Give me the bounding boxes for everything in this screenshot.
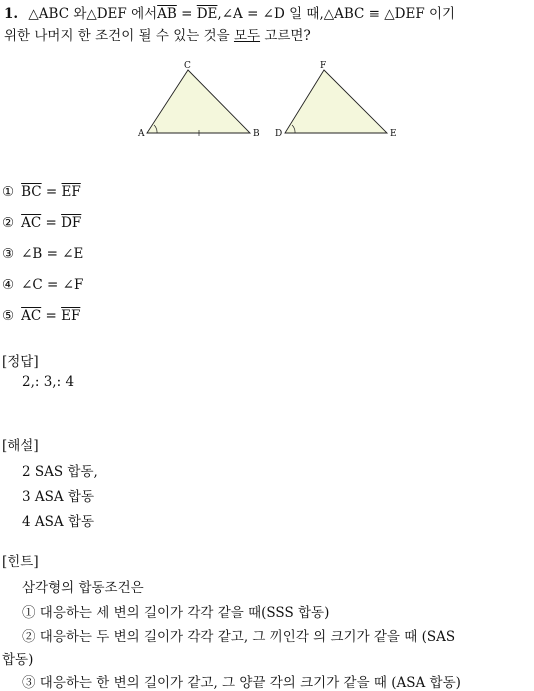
explanation-line: 3 ASA 합동 (22, 489, 95, 505)
choice-number: ② (2, 215, 15, 231)
segment-de: $\overline{DE}$ (196, 6, 218, 22)
choice-text-part: = (41, 184, 62, 200)
equals-sign: = (176, 6, 197, 22)
choice-number: ⑤ (2, 308, 15, 324)
question-text-2-pre: 위한 나머지 한 조건이 될 수 있는 것을 (4, 28, 234, 44)
choice-text-part: = (41, 215, 62, 231)
choice-text-part: $\overline{BC}$ (21, 184, 42, 200)
choice-text-part: $\overline{EF}$ (61, 184, 81, 200)
hint-heading: [힌트] (2, 554, 39, 570)
question-line-2 (4, 24, 311, 44)
answer-body: 2,: 3,: 4 (22, 374, 75, 390)
triangle-abc-shape (147, 70, 250, 133)
hint-line: ③ 대응하는 한 변의 길이가 같고, 그 양끝 각의 크기가 같을 때 (ASA 합동) (22, 675, 461, 691)
explanation-line: 2 SAS 합동, (22, 464, 98, 480)
choice-text-part: $\overline{AC}$ (21, 308, 42, 324)
triangle-def-shape (285, 70, 387, 133)
explanation-line: 4 ASA 합동 (22, 514, 95, 530)
hint-line: 삼각형의 합동조건은 (22, 580, 144, 596)
explanation-heading: [해설] (2, 438, 39, 454)
choice-text-part: $\overline{AC}$ (21, 215, 42, 231)
choice-text-part: ∠C = ∠F (21, 277, 84, 293)
choice-4[interactable] (2, 277, 83, 293)
hint-line: 합동) (2, 652, 34, 668)
choice-number: ③ (2, 246, 15, 262)
choice-text-part: $\overline{DF}$ (61, 215, 82, 231)
choice-5[interactable] (2, 308, 80, 324)
hint-line: ① 대응하는 세 변의 길이가 각각 같을 때(SSS 합동) (22, 605, 330, 621)
triangle-def (275, 61, 397, 139)
question-text-pre: △ABC 와△DEF 에서 (28, 6, 158, 22)
label-f: F (320, 61, 327, 71)
question-number: 1. (4, 6, 19, 22)
segment-ab: $\overline{AB}$ (157, 6, 177, 22)
label-e: E (390, 129, 397, 139)
hint-line: ② 대응하는 두 변의 길이가 각각 같고, 그 끼인각 의 크기가 같을 때 (SAS (22, 629, 456, 645)
label-a: A (138, 129, 145, 139)
answer-heading: [정답] (2, 354, 39, 370)
choice-text-part: $\overline{EF}$ (61, 308, 81, 324)
emphasis-all: 모두 (233, 28, 261, 44)
choice-1[interactable] (2, 184, 81, 200)
triangles-figure (130, 60, 410, 150)
choice-2[interactable] (2, 215, 81, 231)
choice-text-part: = (41, 308, 62, 324)
triangle-abc (137, 61, 260, 139)
label-c: C (184, 61, 191, 71)
choice-number: ④ (2, 277, 15, 293)
question-text-2-post: 고르면? (260, 28, 311, 44)
question-line-1 (4, 2, 455, 22)
choice-3[interactable] (2, 246, 83, 262)
label-b: B (253, 129, 260, 139)
question-text-post: ,∠A = ∠D 일 때,△ABC ≡ △DEF 이기 (217, 6, 456, 22)
label-d: D (275, 129, 283, 139)
choice-number: ① (2, 184, 15, 200)
choice-text-part: ∠B = ∠E (21, 246, 84, 262)
